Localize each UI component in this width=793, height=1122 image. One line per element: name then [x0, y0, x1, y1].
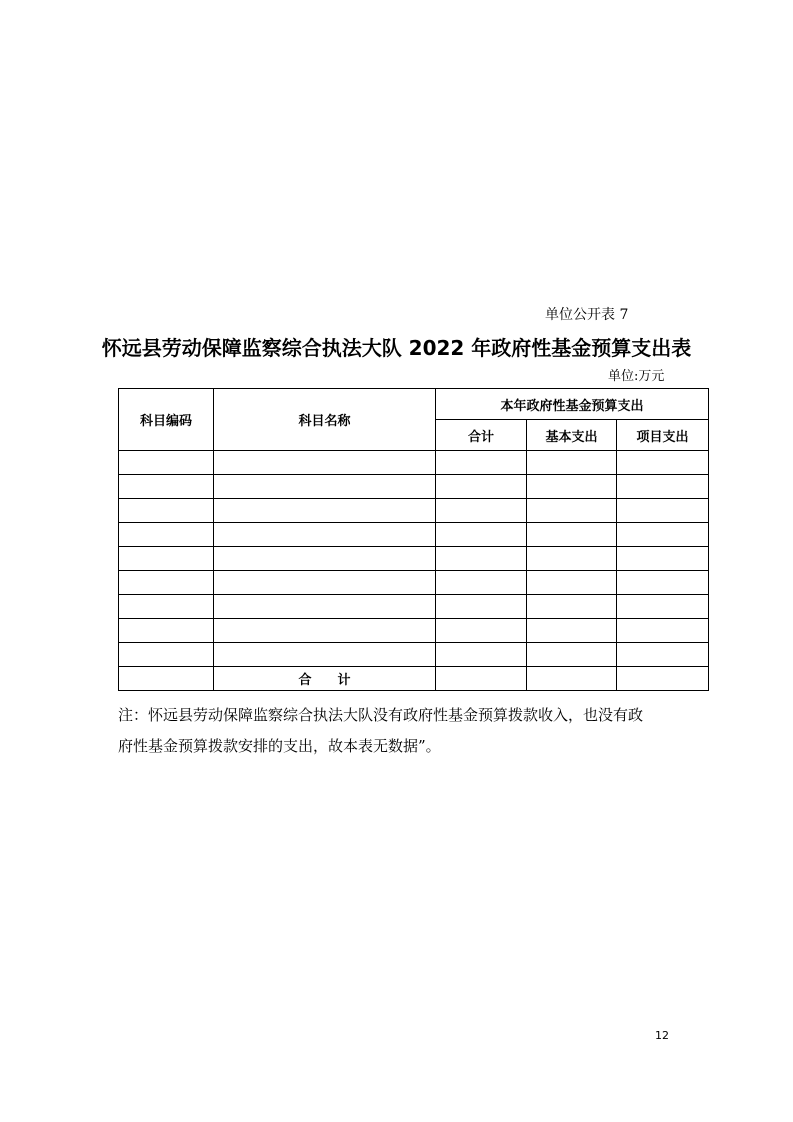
table-cell-code-cell [119, 595, 214, 619]
table-cell-name-cell [214, 451, 436, 475]
header-subject-code: 科目编码 [119, 389, 214, 451]
unit-label: 单位:万元 [608, 369, 665, 384]
table-cell-code-cell [119, 547, 214, 571]
table-row [119, 475, 709, 499]
note-line-1: 注：怀远县劳动保障监察综合执法大队没有政府性基金预算拨款收入，也没有政 [118, 706, 644, 724]
total-row [119, 667, 709, 691]
table-cell-basic-cell [527, 643, 617, 667]
table-cell-code-cell [119, 523, 214, 547]
table-cell-project-cell [617, 643, 709, 667]
table-cell-name-cell [214, 523, 436, 547]
page-title: 怀远县劳动保障监察综合执法大队 2022 年政府性基金预算支出表 [101, 336, 692, 360]
table-row [119, 499, 709, 523]
total-row-project-cell [617, 667, 709, 691]
note-line-2: 府性基金预算拨款安排的支出，故本表无数据”。 [118, 737, 441, 755]
table-cell-name-cell [214, 619, 436, 643]
header-basic-expenditure: 基本支出 [527, 420, 617, 451]
total-row-basic-cell [527, 667, 617, 691]
table-cell-project-cell [617, 547, 709, 571]
total-row-code-cell [119, 667, 214, 691]
table-body [119, 451, 709, 691]
table-cell-name-cell [214, 595, 436, 619]
table-cell-total-cell [436, 547, 527, 571]
table-cell-total-cell [436, 475, 527, 499]
table-cell-total-cell [436, 643, 527, 667]
note [118, 700, 718, 762]
table-cell-project-cell [617, 475, 709, 499]
table-cell-total-cell [436, 523, 527, 547]
header-project-expenditure: 项目支出 [617, 420, 709, 451]
page-number: 12 [655, 1029, 669, 1042]
table-row [119, 571, 709, 595]
table-row [119, 547, 709, 571]
table-cell-code-cell [119, 571, 214, 595]
table-cell-basic-cell [527, 571, 617, 595]
table-row [119, 619, 709, 643]
table-cell-project-cell [617, 451, 709, 475]
total-row-total-cell [436, 667, 527, 691]
table-cell-project-cell [617, 499, 709, 523]
table-row [119, 643, 709, 667]
table-row [119, 595, 709, 619]
table-cell-project-cell [617, 619, 709, 643]
table-cell-basic-cell [527, 619, 617, 643]
table-cell-code-cell [119, 475, 214, 499]
table-cell-code-cell [119, 619, 214, 643]
table-cell-project-cell [617, 523, 709, 547]
table-cell-name-cell [214, 571, 436, 595]
table-cell-basic-cell [527, 595, 617, 619]
table-cell-code-cell [119, 643, 214, 667]
table-cell-basic-cell [527, 523, 617, 547]
table-cell-basic-cell [527, 475, 617, 499]
table-cell-name-cell [214, 475, 436, 499]
header-total: 合计 [436, 420, 527, 451]
budget-table [118, 388, 709, 691]
table-header-row [119, 389, 709, 420]
table-cell-name-cell [214, 499, 436, 523]
total-row-label: 合 计 [214, 667, 436, 691]
table-cell-total-cell [436, 595, 527, 619]
table-cell-total-cell [436, 499, 527, 523]
table-row [119, 523, 709, 547]
table-cell-basic-cell [527, 451, 617, 475]
table-cell-project-cell [617, 571, 709, 595]
table-cell-code-cell [119, 451, 214, 475]
header-fund-expenditure-group: 本年政府性基金预算支出 [436, 389, 709, 420]
table-cell-basic-cell [527, 547, 617, 571]
table-cell-basic-cell [527, 499, 617, 523]
table-cell-project-cell [617, 595, 709, 619]
header-subject-name: 科目名称 [214, 389, 436, 451]
table-row [119, 451, 709, 475]
table-number: 单位公开表 7 [545, 307, 629, 323]
table-cell-name-cell [214, 643, 436, 667]
table-cell-name-cell [214, 547, 436, 571]
table-cell-total-cell [436, 571, 527, 595]
table-cell-code-cell [119, 499, 214, 523]
table-cell-total-cell [436, 619, 527, 643]
table-cell-total-cell [436, 451, 527, 475]
